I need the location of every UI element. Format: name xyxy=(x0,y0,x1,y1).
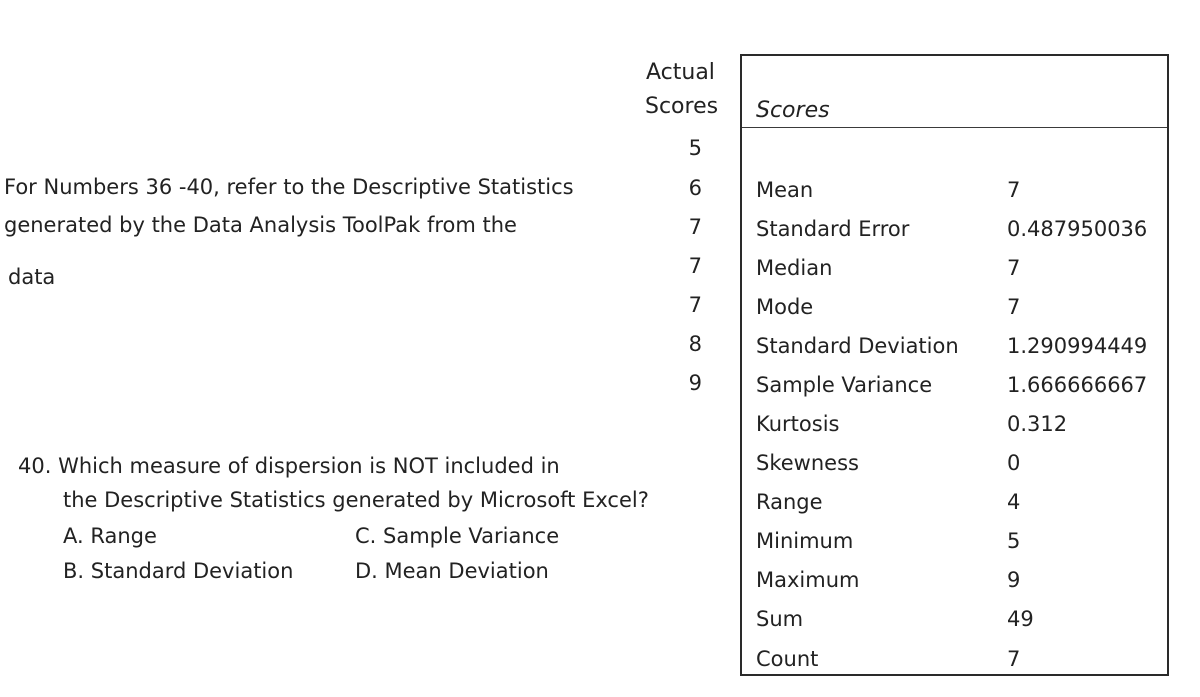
option-c: C. Sample Variance xyxy=(355,524,560,548)
stats-table-title: Scores xyxy=(756,98,830,123)
stat-label-standard-deviation: Standard Deviation xyxy=(756,334,959,358)
stat-label-mean: Mean xyxy=(756,178,814,202)
stat-value-minimum: 5 xyxy=(1007,529,1021,553)
stat-label-sample-variance: Sample Variance xyxy=(756,373,933,397)
stat-value-median: 7 xyxy=(1007,256,1021,280)
score-value: 7 xyxy=(688,254,702,278)
stat-value-sample-variance: 1.666666667 xyxy=(1007,373,1148,397)
intro-line-2: generated by the Data Analysis ToolPak from the xyxy=(4,213,517,237)
stat-value-standard-error: 0.487950036 xyxy=(1007,217,1148,241)
question-stem-line-2: the Descriptive Statistics generated by Microsoft Excel? xyxy=(63,488,649,512)
score-value: 7 xyxy=(688,215,702,239)
stat-label-kurtosis: Kurtosis xyxy=(756,412,840,436)
stat-label-sum: Sum xyxy=(756,607,804,631)
stat-value-sum: 49 xyxy=(1007,607,1034,631)
score-value: 8 xyxy=(688,332,702,356)
stat-label-standard-error: Standard Error xyxy=(756,217,910,241)
score-value: 7 xyxy=(688,293,702,317)
stat-label-maximum: Maximum xyxy=(756,568,860,592)
stat-label-mode: Mode xyxy=(756,295,814,319)
stat-value-kurtosis: 0.312 xyxy=(1007,412,1068,436)
stat-label-count: Count xyxy=(756,647,819,671)
stat-label-minimum: Minimum xyxy=(756,529,854,553)
stat-value-count: 7 xyxy=(1007,647,1021,671)
stat-label-skewness: Skewness xyxy=(756,451,859,475)
question-stem-line-1: 40. Which measure of dispersion is NOT included in xyxy=(18,454,560,478)
stat-value-skewness: 0 xyxy=(1007,451,1021,475)
stat-value-maximum: 9 xyxy=(1007,568,1021,592)
stat-value-standard-deviation: 1.290994449 xyxy=(1007,334,1148,358)
stat-label-range: Range xyxy=(756,490,823,514)
stats-header-divider xyxy=(742,127,1167,128)
intro-line-3: data xyxy=(8,265,56,289)
scores-column-header-line-1: Actual xyxy=(646,60,715,85)
score-value: 9 xyxy=(688,371,702,395)
stat-label-median: Median xyxy=(756,256,833,280)
score-value: 6 xyxy=(688,176,702,200)
scores-column-header-line-2: Scores xyxy=(645,94,719,119)
option-a: A. Range xyxy=(63,524,157,548)
stat-value-mode: 7 xyxy=(1007,295,1021,319)
option-d: D. Mean Deviation xyxy=(355,559,549,583)
option-b: B. Standard Deviation xyxy=(63,559,294,583)
intro-line-1: For Numbers 36 -40, refer to the Descriptive Statistics xyxy=(4,175,574,199)
stat-value-mean: 7 xyxy=(1007,178,1021,202)
score-value: 5 xyxy=(688,136,702,160)
descriptive-statistics-table xyxy=(740,54,1169,676)
stat-value-range: 4 xyxy=(1007,490,1021,514)
